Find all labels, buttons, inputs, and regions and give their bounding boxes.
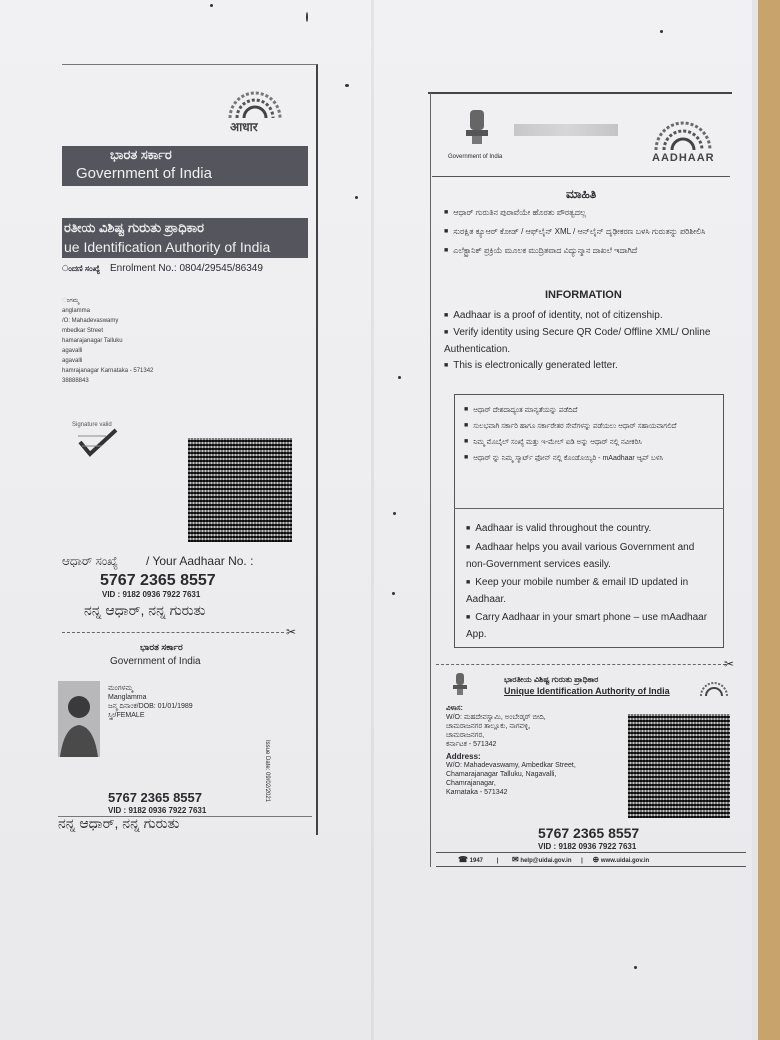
issue-date: Issue Date: 09/02/2021 bbox=[264, 740, 270, 803]
address-line: mbedkar Street bbox=[62, 328, 104, 334]
back-address-kannada bbox=[446, 704, 546, 749]
signature-text: Signature valid bbox=[72, 422, 112, 428]
aadhaar-number: 5767 2365 8557 bbox=[100, 572, 216, 589]
paper-fold bbox=[371, 0, 374, 1040]
card-vid: VID : 9182 0936 7922 7631 bbox=[108, 806, 207, 815]
qr-code bbox=[628, 714, 730, 818]
info-kannada-list bbox=[444, 207, 724, 258]
scan-speck bbox=[634, 966, 637, 969]
box-english-item: ■ Keep your mobile number & email ID updated in Aadhaar. bbox=[466, 575, 714, 608]
box-english-item: ■ Carry Aadhaar in your smart phone – use mAadhaar App. bbox=[466, 610, 714, 643]
authority-kannada: ರತೀಯ ವಿಶಿಷ್ಟ ಗುರುತು ಪ್ರಾಧಿಕಾರ bbox=[64, 220, 204, 235]
box-kannada-item: ■ ಆಧಾರ್ ದೇಶದಾದ್ಯಂತ ಮಾನ್ಯತೆಯನ್ನು ಪಡೆದಿದೆ bbox=[464, 406, 716, 416]
box-english-item: ■ Aadhaar helps you avail various Government and non-Government services easily. bbox=[466, 540, 714, 573]
back-authority-kannada: ಭಾರತೀಯ ವಿಶಿಷ್ಟ ಗುರುತು ಪ್ರಾಧಿಕಾರ bbox=[504, 675, 599, 684]
gov-english: Government of India bbox=[76, 165, 212, 182]
emblem-icon bbox=[464, 108, 490, 150]
scan-speck bbox=[660, 30, 663, 33]
mail-icon: ✉ bbox=[512, 855, 519, 864]
info-kannada-item: ■ ಎಲೆಕ್ಟ್ರಾನಿಕ್ ಪ್ರಕ್ರಿಯೆ ಮೂಲಕ ಮುದ್ರಿತವಾದ ವಿದ್ಯುನ್ಮಾನ ದಾಖಲೆ ಇದಾಗಿದೆ bbox=[444, 245, 724, 258]
scissors-icon: ✂ bbox=[286, 625, 297, 639]
recipient-address bbox=[62, 296, 153, 386]
address-kannada-label: ವಿಳಾಸ: bbox=[446, 705, 463, 712]
your-aadhaar-kannada: ಆಧಾರ್ ಸಂಖ್ಯೆ bbox=[62, 554, 119, 568]
info-kannada-item: ■ ಸುರಕ್ಷಿತ ಕ್ಯೂಆರ್ ಕೋಡ್ / ಆಫ್‌ಲೈನ್ XML / ಆನ್‌ಲೈನ್ ದೃಢೀಕರಣ ಬಳಸಿ ಗುರುತನ್ನು ಪರಿಶೀಲಿಸಿ bbox=[444, 226, 724, 239]
aadhaar-logo-text: आधार bbox=[230, 120, 258, 134]
back-aadhaar-number: 5767 2365 8557 bbox=[538, 825, 640, 841]
scan-speck bbox=[210, 4, 213, 7]
signature-check-icon bbox=[76, 428, 120, 458]
info-kannada-item: ■ ಆಧಾರ್ ಗುರುತಿನ ಪುರಾವೆಯೇ ಹೊರತು ಪೌರತ್ವದಲ್ಲ bbox=[444, 207, 724, 220]
card-gov-kannada: ಭಾರತ ಸರ್ಕಾರ bbox=[140, 642, 183, 652]
card-name-kannada: ಮಂಗಳಮ್ಮ bbox=[108, 685, 133, 692]
header-divider bbox=[432, 176, 730, 177]
address-line: Chamrajanagar, bbox=[446, 780, 496, 787]
scan-speck bbox=[306, 12, 308, 22]
card-name: Manglamma bbox=[108, 694, 147, 701]
address-line: Chamarajanagar Talluku, Nagavalli, bbox=[446, 771, 557, 778]
photo-avatar bbox=[58, 681, 100, 757]
aadhaar-logo-text: AADHAAR bbox=[652, 152, 715, 164]
info-english-list bbox=[444, 308, 734, 375]
card-aadhaar-number: 5767 2365 8557 bbox=[108, 790, 202, 805]
address-line: hamrajanagar Karnataka - 571342 bbox=[62, 368, 154, 374]
scan-speck bbox=[393, 512, 396, 515]
scissors-icon: ✂ bbox=[724, 657, 735, 671]
vid-number: VID : 9182 0936 7922 7631 bbox=[102, 590, 201, 599]
aadhaar-logo-icon bbox=[648, 114, 718, 152]
footer: ☎ 1947 | ✉ help@uidai.gov.in | ⊕ www.uidai.gov.in bbox=[458, 855, 650, 864]
scan-speck bbox=[355, 196, 358, 199]
card-dob: ಜನ್ಮ ದಿನಾಂಕ/DOB: 01/01/1989 bbox=[108, 703, 193, 710]
gov-kannada: ಭಾರತ ಸರ್ಕಾರ bbox=[110, 147, 172, 162]
footer-bottom-line bbox=[436, 866, 746, 867]
address-line: 38888843 bbox=[62, 378, 89, 384]
enrolment-number: Enrolment No.: 0804/29545/86349 bbox=[110, 263, 263, 274]
helpline: 1947 bbox=[469, 858, 483, 864]
back-vid: VID : 9182 0936 7922 7631 bbox=[538, 842, 637, 851]
address-kannada-line: W/O: ಮಹದೇವಸ್ವಾಮಿ, ಅಂಬೇಡ್ಕರ್ ಬೀದಿ, bbox=[446, 714, 546, 721]
address-line: hamarajanagar Talluku bbox=[62, 338, 123, 344]
box-kannada-list bbox=[464, 406, 716, 464]
back-authority-english: Unique Identification Authority of India bbox=[504, 686, 670, 696]
address-line: ಂಗಮ್ಮ bbox=[62, 298, 80, 304]
address-line: agavalli bbox=[62, 358, 83, 364]
box-english-list bbox=[466, 521, 714, 643]
your-aadhaar-english: / Your Aadhaar No. : bbox=[146, 554, 254, 568]
box-kannada-item: ■ ನಿಮ್ಮ ಮೊಬೈಲ್ ಸಂಖ್ಯೆ ಮತ್ತು ಇ-ಮೇಲ್ ಐಡಿ ಅನ್ನು ಆಧಾರ್ ನಲ್ಲಿ ನವೀಕರಿಸಿ bbox=[464, 438, 716, 448]
address-line: agavalli bbox=[62, 348, 83, 354]
address-label: Address: bbox=[446, 752, 481, 761]
authority-english: ue Identification Authority of India bbox=[64, 239, 271, 255]
box-kannada-item: ■ ಆಧಾರ್ ನ್ನು ನಿಮ್ಮ ಸ್ಮಾರ್ಟ್ ಫೋನ್ ನಲ್ಲಿ ಕೊಂಡೊಯ್ಯಿರಿ - mAadhaar ಆ್ಯಪ್ ಬಳಸಿ bbox=[464, 454, 716, 464]
website: www.uidai.gov.in bbox=[600, 858, 650, 864]
tagline: ನನ್ನ ಆಧಾರ್, ನನ್ನ ಗುರುತು bbox=[84, 602, 206, 618]
address-kannada-line: ಚಾಮರಾಜನಗರ ತಾಲ್ಲೂಕು, ನಾಗವಳ್ಳಿ, bbox=[446, 723, 531, 730]
cut-line bbox=[62, 632, 284, 633]
redacted-header-text bbox=[514, 124, 618, 136]
back-address-english bbox=[446, 752, 576, 797]
info-title: INFORMATION bbox=[545, 289, 622, 301]
enrolment-kannada: ಂದಣಿ ಸಂಖ್ಯೆ bbox=[62, 264, 100, 273]
qr-code bbox=[188, 438, 292, 542]
aadhaar-logo-icon bbox=[222, 86, 288, 120]
card-details bbox=[108, 684, 193, 720]
phone-icon: ☎ bbox=[458, 855, 468, 864]
address-line: anglamma bbox=[62, 308, 91, 314]
emblem-caption: Government of India bbox=[448, 154, 503, 160]
address-kannada-line: ಚಾಮರಾಜನಗರ, bbox=[446, 732, 485, 739]
cut-line bbox=[436, 664, 726, 665]
card-tagline: ನನ್ನ ಆಧಾರ್, ನನ್ನ ಗುರುತು bbox=[58, 815, 180, 831]
globe-icon: ⊕ bbox=[592, 855, 600, 864]
scan-speck bbox=[392, 592, 395, 595]
address-line: W/O: Mahadevaswamy, Ambedkar Street, bbox=[446, 762, 576, 769]
address-line: /O: Mahadevaswamy bbox=[62, 318, 119, 324]
address-line: Karnataka - 571342 bbox=[446, 789, 508, 796]
info-english-item: ■ Verify identity using Secure QR Code/ Offline XML/ Online Authentication. bbox=[444, 325, 734, 358]
info-english-item: ■ Aadhaar is a proof of identity, not of citizenship. bbox=[444, 308, 734, 325]
paper-edge bbox=[752, 0, 758, 1040]
footer-line bbox=[436, 852, 746, 853]
address-kannada-line: ಕರ್ನಾಟಕ - 571342 bbox=[446, 741, 497, 748]
emblem-icon bbox=[452, 672, 468, 698]
info-english-item: ■ This is electronically generated letter. bbox=[444, 358, 734, 375]
card-gender: ಸ್ತ್ರೀ/FEMALE bbox=[108, 712, 145, 719]
email: help@uidai.gov.in bbox=[520, 858, 572, 864]
aadhaar-logo-icon bbox=[698, 676, 730, 698]
scan-speck bbox=[398, 376, 401, 379]
card-gov-english: Government of India bbox=[110, 656, 201, 667]
scan-speck bbox=[345, 84, 349, 87]
info-kannada-title: ಮಾಹಿತಿ bbox=[566, 187, 597, 201]
box-english-item: ■ Aadhaar is valid throughout the country. bbox=[466, 521, 714, 538]
box-kannada-item: ■ ಸುಲಭವಾಗಿ ಸರ್ಕಾರಿ ಹಾಗೂ ಸರ್ಕಾರೇತರ ಸೇವೆಗಳನ್ನು ಪಡೆಯಲು ಆಧಾರ್ ಸಹಾಯವಾಗಲಿದೆ bbox=[464, 422, 716, 432]
box-separator bbox=[454, 508, 724, 509]
